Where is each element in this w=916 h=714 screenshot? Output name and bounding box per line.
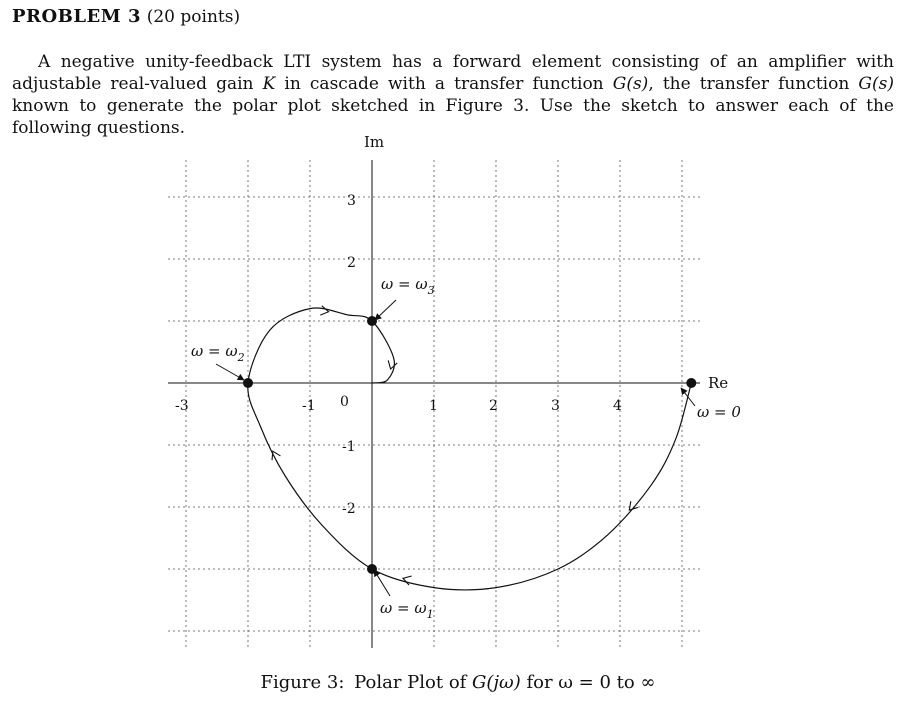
statement-text-4: known to generate the polar plot sketched in Figure 3. Use the sketch to answer each of the following questions. [12,96,894,138]
y-tick-labels [342,193,356,517]
marked-point [686,378,696,388]
y-tick: 2 [347,255,356,271]
marked-point [367,316,377,326]
label-w2: $\omega = \omega_2$ [191,342,245,364]
gain-symbol: K [262,74,276,94]
statement-text-2: in cascade with a transfer function [275,74,613,94]
direction-arrow [629,501,638,510]
x-tick: 1 [429,398,438,414]
caption-math: G(jω) [472,672,521,693]
direction-arrow [388,360,397,369]
marked-point [243,378,253,388]
x-tick: -1 [302,398,316,414]
y-tick: 3 [347,193,356,209]
x-tick: 0 [340,394,349,410]
problem-number: PROBLEM 3 [12,6,141,27]
y-tick: -1 [342,439,356,455]
direction-arrow [320,306,328,315]
pointer-w3 [375,300,396,320]
statement-text-3: , the transfer function [648,74,859,94]
transfer-function-symbol-2: G(s) [858,74,894,94]
caption-tail: for ω = 0 to ∞ [520,672,656,693]
label-w3: $\omega = \omega_3$ [381,275,435,297]
statement-text-1: A negative unity-feedback LTI system has a forward element consisting of an amplifier with adjustable real-valued gain [12,52,894,94]
x-tick: -3 [175,398,189,414]
pointer-w0 [681,388,695,406]
x-tick: 3 [551,398,560,414]
problem-points: (20 points) [146,7,241,27]
pointer-w2 [216,364,244,380]
polar-curve [248,308,692,590]
real-axis-label: Re [708,374,729,392]
direction-arrows [272,306,638,585]
figure-caption [0,672,916,693]
x-tick: 2 [489,398,498,414]
caption-text: Polar Plot of [354,672,473,693]
label-w0: ω = 0 [697,403,741,421]
y-tick: -2 [342,501,356,517]
imag-axis-label: Im [364,133,385,151]
label-w1: $\omega = \omega_1$ [380,599,434,621]
x-tick-labels [175,394,622,414]
transfer-function-symbol: G(s) [612,74,649,94]
caption-label: Figure 3: [260,672,345,693]
x-tick: 4 [613,398,622,414]
